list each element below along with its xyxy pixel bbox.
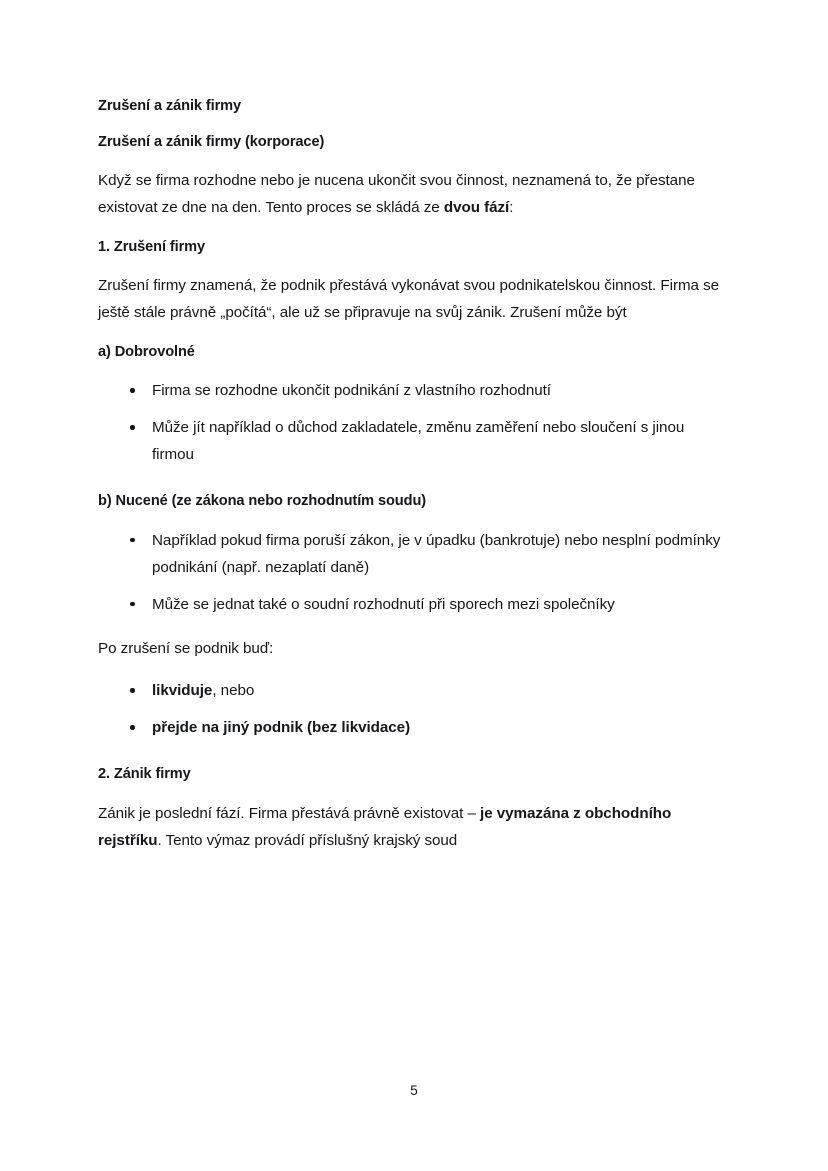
list-outcomes: [98, 677, 726, 741]
list-item: [98, 677, 726, 704]
intro-text-bold: dvou fází: [443, 199, 510, 216]
heading-nucene: b) Nucené (ze zákona nebo rozhodnutím soudu): [98, 493, 427, 509]
bullet-icon: [130, 688, 135, 693]
section2-text-part2: . Tento výmaz provádí příslušný krajský soud: [157, 831, 458, 849]
list-item-bold: přejde na jiný podnik (bez likvidace): [152, 719, 411, 736]
page-number: 5: [410, 1083, 418, 1098]
intro-text-part1: Když se firma rozhodne nebo je nucena ukončit svou činnost, neznamená to, že přestane existovat ze dne na den. Tento proces se skládá ze: [98, 172, 695, 216]
heading-section-1: 1. Zrušení firmy: [98, 238, 206, 255]
spacer: [98, 756, 726, 760]
bullet-icon: [130, 425, 135, 430]
document-content: [98, 96, 726, 869]
bullet-icon: [130, 725, 135, 730]
list-item: [98, 377, 726, 404]
spacer: [98, 483, 726, 487]
list-item: [98, 714, 726, 741]
list-item-label: [152, 677, 726, 704]
list-item-label: Může jít například o důchod zakladatele, změnu zaměření nebo sloučení s jinou firmou: [152, 419, 685, 463]
list-item-label: Například pokud firma poruší zákon, je v úpadku (bankrotuje) nebo nesplní podmínky podnikání (např. nezaplatí daně): [152, 531, 721, 576]
paragraph-po-zruseni: Po zrušení se podnik buď:: [98, 639, 274, 657]
list-dobrovolne: [98, 377, 726, 468]
list-item: [98, 414, 726, 468]
section-heading-korporace: Zrušení a zánik firmy (korporace): [98, 133, 325, 150]
list-item-label: [152, 714, 726, 741]
section2-text-bold: je vymazána z obchodního rejstříku: [98, 804, 672, 849]
heading-dobrovolne: a) Dobrovolné: [98, 343, 195, 360]
intro-text-part2: :: [509, 199, 514, 216]
bullet-icon: [130, 538, 135, 543]
paragraph-section-1: Zrušení firmy znamená, že podnik přestává vykonávat svou podnikatelskou činnost. Firma se ještě stále právně „počítá“, ale už se připravuje na svůj zánik. Zrušení může být: [98, 277, 720, 321]
list-item: [98, 591, 726, 618]
intro-paragraph: [98, 167, 726, 221]
list-nucene: [98, 527, 726, 618]
list-item-bold: likviduje: [152, 682, 213, 699]
list-item: [98, 527, 726, 581]
page-title: Zrušení a zánik firmy: [98, 98, 242, 114]
bullet-icon: [130, 602, 135, 607]
bullet-icon: [130, 388, 135, 393]
heading-section-2: 2. Zánik firmy: [98, 766, 191, 782]
list-item-label: Firma se rozhodne ukončit podnikání z vlastního rozhodnutí: [152, 382, 551, 399]
list-item-label: Může se jednat také o soudní rozhodnutí při sporech mezi společníky: [152, 595, 615, 613]
paragraph-section-2: [98, 800, 726, 854]
list-item-regular: , nebo: [212, 682, 255, 699]
section2-text-part1: Zánik je poslední fází. Firma přestává právně existovat –: [98, 804, 481, 822]
